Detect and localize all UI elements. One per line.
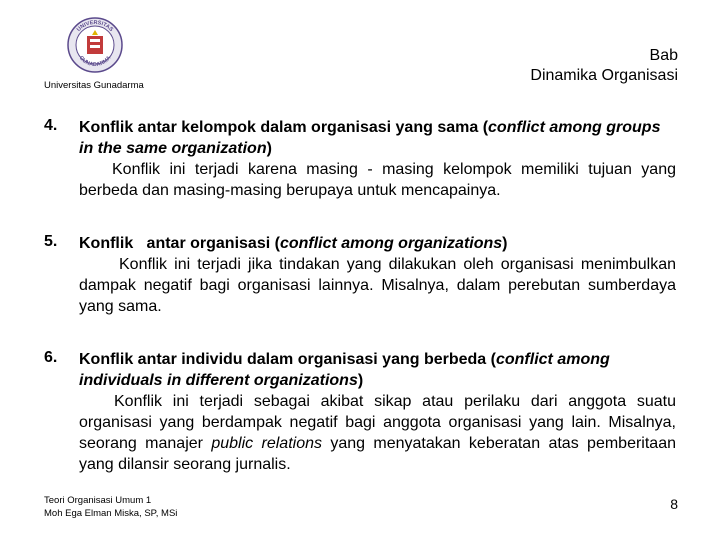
item-heading: Konflik antar organisasi (conflict among organizations) — [79, 235, 508, 252]
svg-text:UNIVERSITAS: UNIVERSITAS — [75, 19, 115, 33]
list-item — [44, 349, 676, 475]
chapter-subtitle: Dinamika Organisasi — [530, 67, 678, 84]
page-number: 8 — [670, 496, 678, 512]
list-item — [44, 233, 676, 317]
university-logo — [66, 16, 124, 74]
item-heading: Konflik antar kelompok dalam organisasi yang sama (conflict among groups in the same organization) — [79, 119, 661, 157]
item-body: Konflik ini terjadi jika tindakan yang dilakukan oleh organisasi menimbulkan dampak negatif bagi organisasi lainnya. Misalnya, dalam perebutan sumberdaya yang sama. — [79, 256, 676, 315]
list-item — [44, 117, 676, 201]
item-body: Konflik ini terjadi karena masing - masing kelompok memiliki tujuan yang berbeda dan masing-masing berupaya untuk mencapainya. — [79, 161, 676, 199]
item-heading: Konflik antar individu dalam organisasi yang berbeda (conflict among individuals in different organizations) — [79, 351, 610, 389]
footer-author: Moh Ega Elman Miska, SP, MSi — [44, 508, 178, 519]
item-number: 6. — [44, 349, 58, 366]
item-number: 5. — [44, 233, 58, 250]
chapter-label: Bab — [649, 47, 678, 64]
university-name: Universitas Gunadarma — [44, 80, 144, 91]
footer-course: Teori Organisasi Umum 1 — [44, 495, 152, 506]
item-body: Konflik ini terjadi sebagai akibat sikap atau perilaku dari anggota suatu organisasi yang berdampak negatif bagi anggota organisasi yang lain. Misalnya, seorang manajer public relations yang menyatakan keberatan atas pemberitaan yang dilansir seorang jurnalis. — [79, 393, 676, 473]
chapter-title — [530, 46, 678, 86]
footer-credits — [44, 494, 177, 520]
svg-text:GUNADARMA: GUNADARMA — [77, 55, 113, 69]
item-number: 4. — [44, 117, 58, 134]
